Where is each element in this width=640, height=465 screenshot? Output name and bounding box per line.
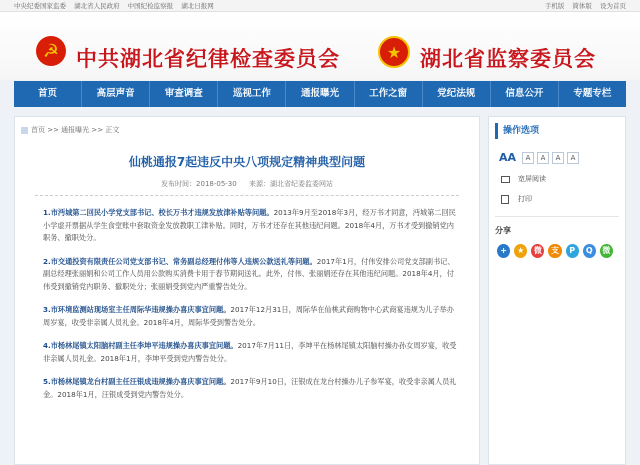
party-emblem-icon: ☭ bbox=[36, 36, 66, 66]
font-size-option[interactable]: A bbox=[567, 152, 579, 164]
font-size-selector bbox=[499, 151, 615, 164]
site-title-left[interactable]: 中共湖北省纪律检查委员会 bbox=[76, 47, 340, 71]
mobile-version-link[interactable]: 手机版 bbox=[544, 2, 565, 10]
paragraph-lead: 1.市沔城第二回民小学党支部书记、校长万书才违规发放津补贴等问题。 bbox=[43, 208, 274, 217]
paragraph-body: 2017年7月11日，李坤平在杨林尾镇太阳脑村操办孙女周岁宴，收受非亲属人员礼金。2018年1月，李坤平受到党内警告处分。 bbox=[43, 341, 457, 363]
top-link[interactable]: 湖北日报网 bbox=[181, 2, 214, 10]
wide-read-label: 宽屏阅读 bbox=[518, 175, 546, 183]
article-paragraph bbox=[15, 256, 479, 294]
monitor-icon bbox=[501, 176, 510, 183]
article-meta bbox=[35, 179, 459, 196]
top-link[interactable]: 中央纪委国家监委 bbox=[14, 2, 66, 10]
article-paragraph bbox=[15, 376, 479, 401]
font-size-option[interactable]: A bbox=[537, 152, 549, 164]
printer-icon bbox=[501, 195, 509, 204]
article-paragraph bbox=[15, 340, 479, 365]
paragraph-body: 2017年9月10日，汪银成在龙台村操办儿子参军宴，收受非亲属人员礼金。2018年1月，汪银成受到党内警告处分。 bbox=[43, 377, 457, 399]
nav-item-exposure[interactable]: 通报曝光 bbox=[286, 81, 354, 107]
font-size-label: AA bbox=[499, 151, 517, 164]
share-wechat-icon[interactable]: 微 bbox=[600, 244, 613, 258]
set-homepage-link[interactable]: 设为首页 bbox=[600, 2, 626, 10]
share-more-icon[interactable]: + bbox=[497, 244, 510, 258]
top-link[interactable]: 中国纪检监察报 bbox=[127, 2, 174, 10]
paragraph-lead: 4.市杨林尾镇太阳脑村副主任李坤平违规操办喜庆事宜问题。 bbox=[43, 341, 238, 350]
paragraph-lead: 2.市交通投资有限责任公司党支部书记、常务副总经理付伟等人违规公款送礼等问题。 bbox=[43, 256, 317, 266]
paragraph-body: 2013年9月至2018年3月，经万书才同意，沔城第二回民小学虚开票据从学生食堂账中套取资金发放教职工津补贴。同时，万书才还存在其他违纪问题。2018年4月，万书才受到撤销党内职务、撤职处分。 bbox=[43, 208, 456, 242]
nav-item-regulations[interactable]: 党纪法规 bbox=[423, 81, 491, 107]
article-paragraph bbox=[15, 207, 479, 245]
share-label: 分享 bbox=[495, 226, 511, 235]
nav-item-topics[interactable]: 专题专栏 bbox=[573, 88, 612, 99]
nav-item-work-window[interactable]: 工作之窗 bbox=[355, 81, 423, 107]
site-title-right[interactable]: 湖北省监察委员会 bbox=[420, 47, 596, 71]
font-size-option[interactable]: A bbox=[552, 152, 564, 164]
font-size-option[interactable]: A bbox=[522, 152, 534, 164]
nav-item-investigation[interactable]: 审查调查 bbox=[150, 81, 218, 107]
article-source: 来源：湖北省纪委监委网站 bbox=[248, 180, 333, 188]
article-title: 仙桃通报7起违反中央八项规定精神典型问题 bbox=[128, 155, 366, 169]
article-paragraph bbox=[15, 304, 479, 329]
top-right-links bbox=[539, 1, 626, 10]
article-panel bbox=[14, 116, 480, 465]
nav-item-inspection[interactable]: 巡视工作 bbox=[218, 81, 286, 107]
top-links bbox=[14, 1, 220, 10]
print-label: 打印 bbox=[518, 195, 532, 203]
share-weibo-icon[interactable]: 微 bbox=[531, 244, 544, 258]
nav-item-disclosure[interactable]: 信息公开 bbox=[491, 81, 559, 107]
share-qq-icon[interactable]: Q bbox=[583, 244, 596, 258]
paragraph-body: 2017年12月31日，周际华在仙桃武商购物中心武商宴违规为儿子举办周岁宴，收受非亲属人员礼金。2018年4月，周际华受到警告处分。 bbox=[43, 305, 454, 327]
site-header bbox=[0, 12, 640, 80]
share-alipay-icon[interactable]: 支 bbox=[548, 244, 561, 258]
national-emblem-icon: ★ bbox=[378, 36, 410, 68]
nav-item-leaders[interactable]: 高层声音 bbox=[82, 81, 150, 107]
share-icons bbox=[497, 244, 617, 258]
paragraph-lead: 5.市杨林尾镇龙台村副主任汪银成违规操办喜庆事宜问题。 bbox=[43, 377, 231, 386]
top-utility-bar bbox=[0, 0, 640, 12]
main-nav bbox=[14, 81, 626, 107]
paragraph-lead: 3.市环境监测站现场室主任周际华违规操办喜庆事宜问题。 bbox=[43, 305, 231, 314]
divider bbox=[495, 216, 619, 217]
wide-read-option[interactable] bbox=[501, 174, 613, 184]
breadcrumb-text[interactable]: 首页 >> 通报曝光 >> 正文 bbox=[31, 126, 120, 134]
share-qzone-icon[interactable]: ★ bbox=[514, 244, 527, 258]
print-option[interactable] bbox=[501, 194, 613, 204]
nav-item-home[interactable]: 首页 bbox=[14, 81, 82, 107]
simplified-link[interactable]: 简体版 bbox=[572, 2, 592, 10]
home-icon bbox=[21, 127, 28, 134]
sidebar-header: 操作选项 bbox=[495, 123, 619, 139]
publish-date: 发布时间：2018-05-30 bbox=[161, 180, 237, 188]
breadcrumb bbox=[15, 117, 479, 135]
share-p-icon[interactable]: P bbox=[566, 244, 579, 258]
top-link[interactable]: 湖北省人民政府 bbox=[74, 2, 120, 10]
paragraph-body: 2017年1月，付伟安排公司党支部副书记、副总经理张丽娟和公司工作人员用公款购买消费卡用于春节期间送礼。此外，付伟、张丽娟还存在其他违纪问题。2018年4月，付伟受到撤销党内职务、撤职处分；张丽娟受到党内严重警告处分。 bbox=[43, 256, 455, 291]
options-sidebar bbox=[488, 116, 626, 465]
